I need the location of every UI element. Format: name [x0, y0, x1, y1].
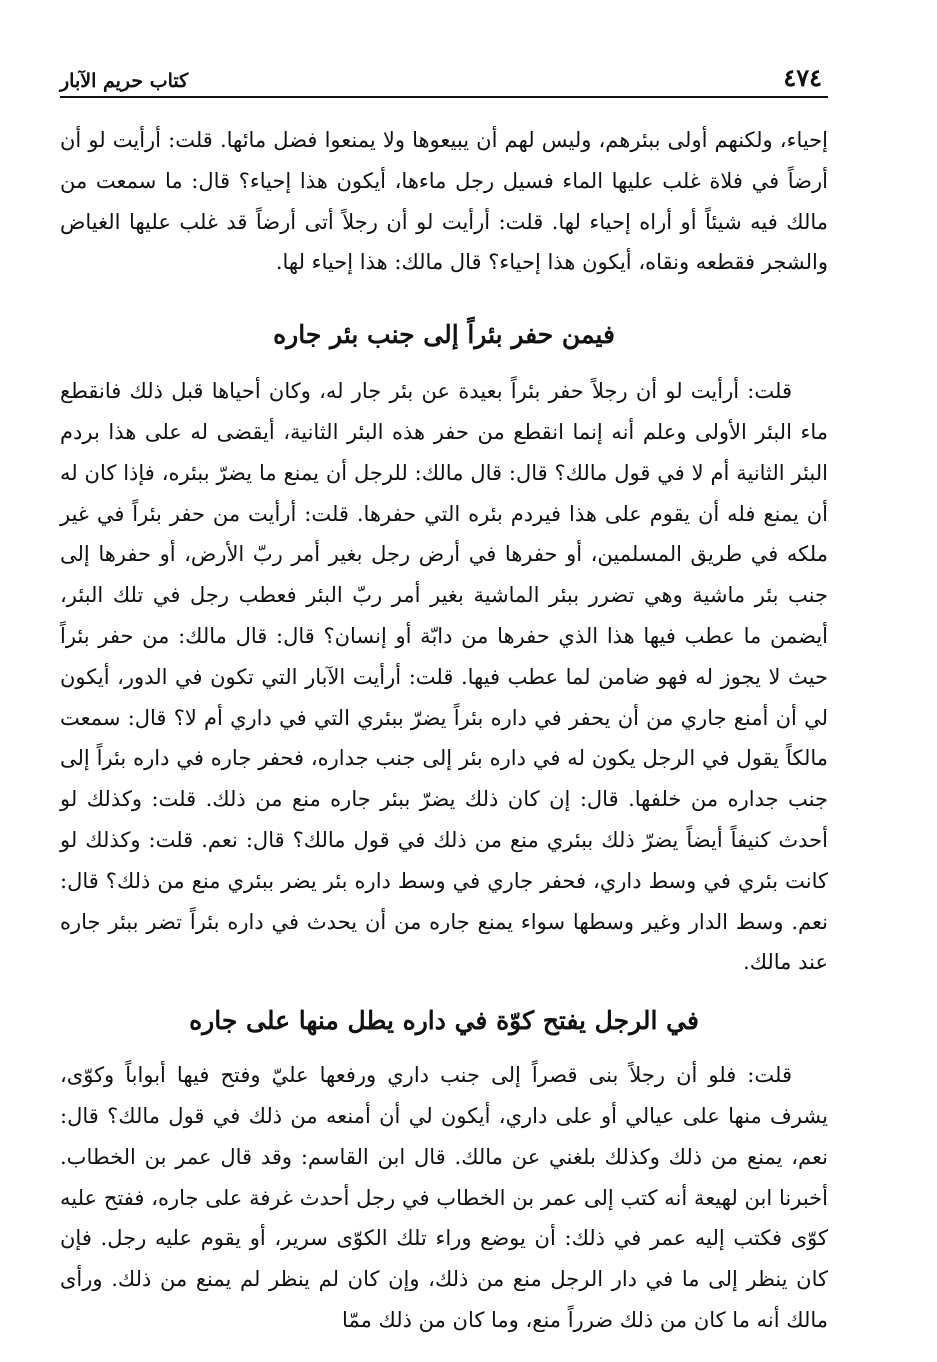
paragraph-2: قلت: أرأيت لو أن رجلاً حفر بئراً بعيدة عن بئر جار له، وكان أحياها قبل ذلك فانقطع ماء البئر الأولى وعلم أنه إنما انقطع من حفر هذه البئر الثانية، أيقضى له على هذا بردم البئر الثانية أم لا في قول مالك؟ قال: قال مالك: للرجل أن يمنع ما يضرّ ببئره، فإذا كان له أن يمنع فله أن يقوم على هذا فيردم بئره التي حفرها. قلت: أرأيت من حفر بئراً في غير ملكه في طريق المسلمين، أو حفرها في أرض رجل بغير أمر ربّ الأرض، أو حفرها إلى جنب بئر ماشية وهي تضرر ببئر الماشية بغير أمر ربّ البئر فعطب رجل في تلك البئر، أيضمن ما عطب فيها هذا الذي حفرها من دابّة أو إنسان؟ قال: قال مالك: من حفر بئراً حيث لا يجوز له فهو ضامن لما عطب فيها. قلت: أرأيت الآبار التي تكون في الدور، أيكون لي أن أمنع جاري من أن يحفر في داره بئراً يضرّ ببئري التي في داري أم لا؟ قال: سمعت مالكاً يقول في الرجل يكون له في داره بئر إلى جنب جداره، فحفر جاره في داره بئراً إلى جنب جداره من خلفها. قال: إن كان ذلك يضرّ ببئر جاره منع من ذلك. قلت: وكذلك لو أحدث كنيفاً أيضاً يضرّ ذلك ببئري منع من ذلك في قول مالك؟ قال: نعم. قلت: وكذلك لو كانت بئري في وسط داري، فحفر جاري في وسط داره بئر يضر ببئري منع من ذلك؟ قال: نعم. وسط الدار وغير وسطها سواء يمنع جاره من أن يحدث في داره بئراً تضر ببئر جاره عند مالك.: [60, 379, 828, 975]
book-title: كتاب حريم الآبار: [60, 70, 189, 92]
paragraph-3: قلت: فلو أن رجلاً بنى قصراً إلى جنب داري ورفعها عليّ وفتح فيها أبواباً وكوّى، يشرف منها على عيالي أو على داري، أيكون لي أن أمنعه من ذلك في قول مالك؟ قال: نعم، يمنع من ذلك وكذلك بلغني عن مالك. قال ابن القاسم: وقد قال عمر بن الخطاب. أخبرنا ابن لهيعة أنه كتب إلى عمر بن الخطاب في رجل أحدث غرفة على جاره، ففتح عليه كوّى فكتب إليه عمر في ذلك: أن يوضع وراء تلك الكوّى سرير، أو يقوم عليه رجل. فإن كان ينظر إلى ما في دار الرجل منع من ذلك، وإن كان لم ينظر لم يمنع من ذلك. ورأى مالك أنه ما كان من ذلك ضرراً منع، وما كان من ذلك ممّا: [60, 1063, 828, 1332]
running-header: [60, 52, 828, 98]
paragraph-1: إحياء، ولكنهم أولى ببئرهم، وليس لهم أن يبيعوها ولا يمنعوا فضل مائها. قلت: أرأيت لو أن أرضاً في فلاة غلب عليها الماء فسيل رجل ماءها، أيكون هذا إحياء؟ قال: ما سمعت من مالك فيه شيئاً أو أراه إحياء لها. قلت: أرأيت لو أن رجلاً أتى أرضاً قد غلب عليها الغياض والشجر فقطعه ونقاه، أيكون هذا إحياء؟ قال مالك: هذا إحياء لها.: [60, 128, 828, 275]
book-page: [60, 52, 828, 1341]
section-heading-window-opening: في الرجل يفتح كوّة في داره يطل منها على جاره: [189, 1006, 699, 1036]
section-heading-well-digging: فيمن حفر بئراً إلى جنب بئر جاره: [273, 320, 615, 350]
page-number: ٤٧٤: [783, 63, 822, 92]
